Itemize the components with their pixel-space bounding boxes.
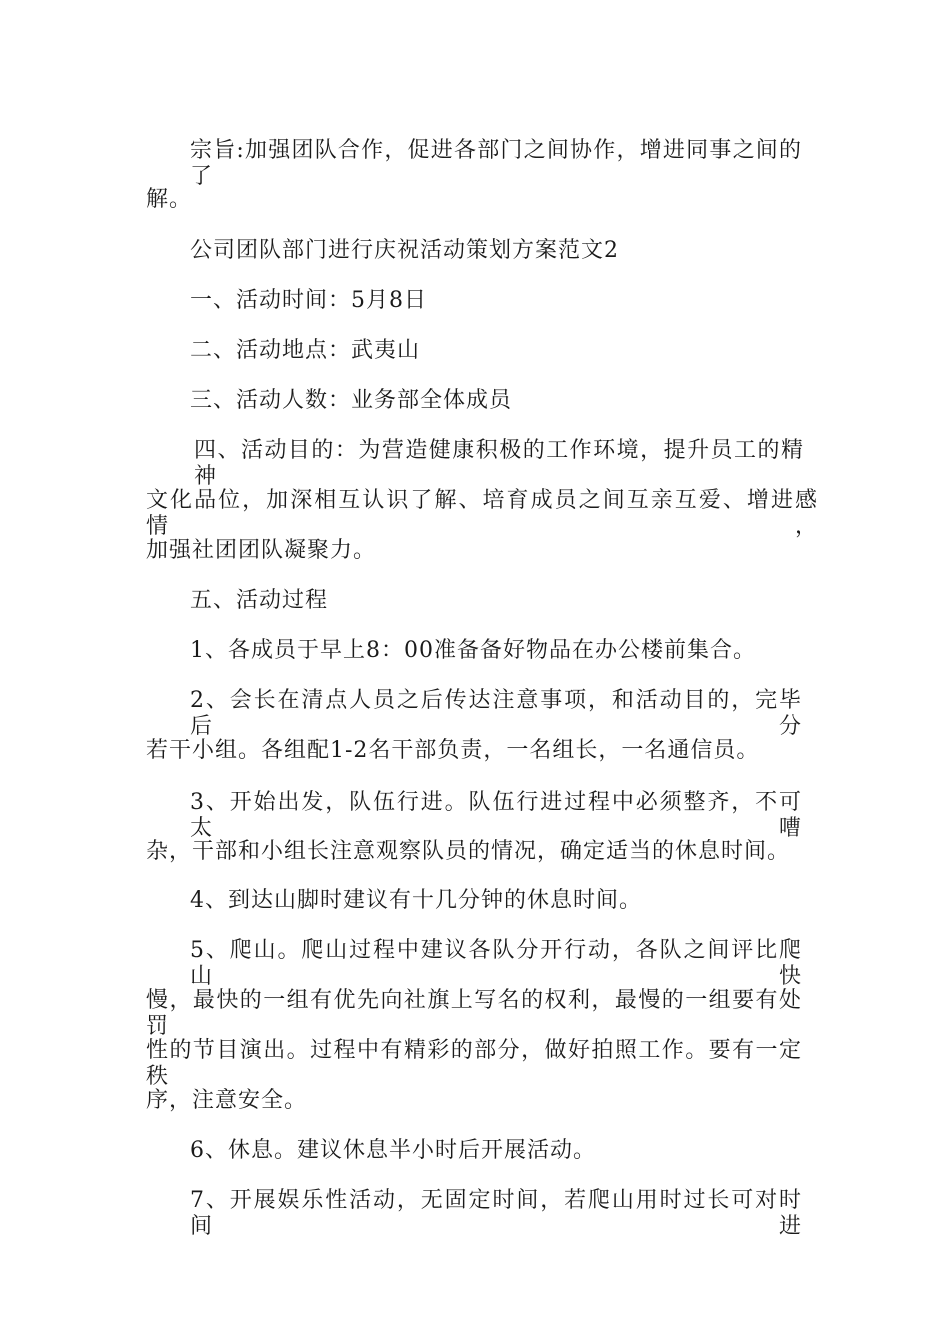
item-activity-time: 一、活动时间：5月8日 — [190, 288, 427, 313]
process-step-5-line-3: 性的节目演出。过程中有精彩的部分，做好拍照工作。要有一定秩 — [146, 1038, 802, 1089]
process-step-5-line-4: 序，注意安全。 — [146, 1088, 308, 1113]
process-step-4: 4、到达山脚时建议有十几分钟的休息时间。 — [190, 888, 642, 913]
process-step-7-line-1: 7、开展娱乐性活动，无固定时间，若爬山用时过长可对时间进 — [190, 1188, 802, 1239]
process-step-6: 6、休息。建议休息半小时后开展活动。 — [190, 1138, 596, 1163]
item-activity-purpose-line-2: 文化品位，加深相互认识了解、培育成员之间互亲互爱、增进感情， — [146, 488, 818, 539]
process-step-3-line-1: 3、开始出发，队伍行进。队伍行进过程中必须整齐，不可太嘈 — [190, 790, 802, 841]
section-heading-2: 公司团队部门进行庆祝活动策划方案范文2 — [190, 238, 619, 263]
paragraph-purpose-line-2: 解。 — [146, 187, 193, 212]
process-step-2-line-2: 若干小组。各组配1-2名干部负责，一名组长，一名通信员。 — [146, 738, 760, 763]
item-activity-participants: 三、活动人数：业务部全体成员 — [190, 388, 513, 413]
item-activity-location: 二、活动地点：武夷山 — [190, 338, 421, 363]
process-step-5-line-2: 慢，最快的一组有优先向社旗上写名的权利，最慢的一组要有处罚 — [146, 988, 802, 1039]
item-activity-purpose-line-3: 加强社团团队凝聚力。 — [146, 538, 377, 563]
paragraph-purpose-line-1: 宗旨:加强团队合作，促进各部门之间协作，增进同事之间的了 — [190, 138, 802, 189]
process-step-1: 1、各成员于早上8：00准备备好物品在办公楼前集合。 — [190, 638, 756, 663]
process-step-5-line-1: 5、爬山。爬山过程中建议各队分开行动，各队之间评比爬山快 — [190, 938, 802, 989]
process-step-3-line-2: 杂，干部和小组长注意观察队员的情况，确定适当的休息时间。 — [146, 839, 791, 864]
item-activity-purpose-line-1: 四、活动目的：为营造健康积极的工作环境，提升员工的精神 — [194, 438, 804, 489]
item-activity-process-heading: 五、活动过程 — [190, 588, 329, 613]
process-step-2-line-1: 2、会长在清点人员之后传达注意事项，和活动目的，完毕后分 — [190, 688, 802, 739]
